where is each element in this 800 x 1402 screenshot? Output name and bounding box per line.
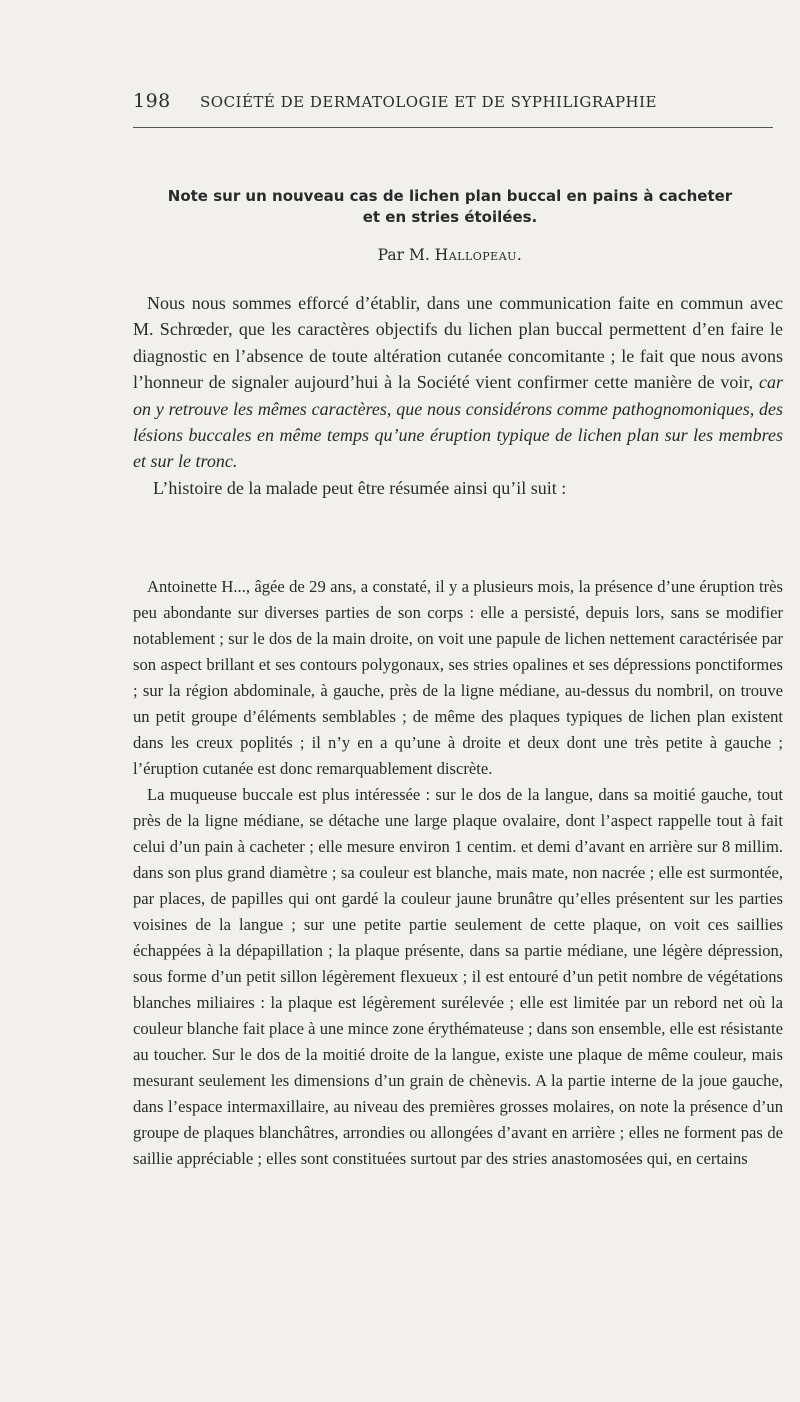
byline-prefix: Par M. bbox=[377, 246, 430, 264]
paragraph-1 bbox=[133, 290, 783, 475]
intro-text bbox=[133, 290, 783, 501]
header-rule bbox=[133, 127, 773, 128]
paragraph-2: L’histoire de la malade peut être résumée ainsi qu’il suit : bbox=[153, 477, 567, 498]
paragraph-3: Antoinette H..., âgée de 29 ans, a constaté, il y a plusieurs mois, la présence d’une éruption très peu abondante sur diverses parties de son corps : elle a persisté, depuis lors, sans se modifier notablement ; sur le dos de la main droite, on voit une papule de lichen nettement caractérisée par son aspect brillant et ses contours polygonaux, ses stries opalines et ses dépressions ponctiformes ; sur la région abdominale, à gauche, près de la ligne médiane, au-dessus du nombril, on trouve un petit groupe d’éléments semblables ; de même des plaques typiques de lichen plan existent dans les creux poplités ; il n’y en a qu’une à droite et deux dont une très petite à gauche ; l’éruption cutanée est donc remarquablement discrète. bbox=[133, 577, 783, 778]
article-title-line-2: et en stries étoilées. bbox=[362, 208, 538, 226]
paragraph-4: La muqueuse buccale est plus intéressée : sur le dos de la langue, dans sa moitié gauche, tout près de la ligne médiane, se détache une large plaque ovalaire, dont l’aspect rappelle tout à fait celui d’un pain à cacheter ; elle mesure environ 1 centim. et demi d’avant en arrière sur 8 millim. dans son plus grand diamètre ; sa couleur est blanche, mais mate, non nacrée ; elle est surmontée, par places, de papilles qui ont gardé la couleur jaune brunâtre qu’elles présentent sur les parties voisines de la langue ; sur une petite partie seulement de cette plaque, on voit ces saillies échappées à la dépapillation ; la plaque présente, dans sa partie médiane, une légère dépression, sous forme d’un petit sillon légèrement flexueux ; il est entouré d’un petit nombre de végétations blanches miliaires : la plaque est légèrement surélevée ; elle est limitée par un rebord net où la couleur blanche fait place à une mince zone érythémateuse ; dans son ensemble, elle est résistante au toucher. Sur le dos de la moitié droite de la langue, existe une plaque de même couleur, mais mesurant seulement les dimensions d’un grain de chènevis. A la partie interne de la joue gauche, dans l’espace intermaxillaire, au niveau des premières grosses molaires, on note la présence d’un groupe de plaques blanchâtres, arrondies ou allongées d’avant en arrière ; elles ne forment pas de saillie appréciable ; elles sont constituées surtout par des stries anastomosées qui, en certains bbox=[133, 785, 783, 1168]
author-name: Hallopeau. bbox=[434, 246, 523, 264]
running-title: SOCIÉTÉ DE DERMATOLOGIE ET DE SYPHILIGRAPHIE bbox=[200, 93, 658, 111]
article-title-line-1: Note sur un nouveau cas de lichen plan buccal en pains à cacheter bbox=[167, 187, 733, 205]
article-title bbox=[110, 186, 790, 228]
case-text bbox=[133, 574, 783, 1172]
paragraph-1-text: Nous nous sommes efforcé d’établir, dans une communication faite en commun avec M. Schrœder, que les caractères objectifs du lichen plan buccal permettent d’en faire le diagnostic en l’absence de toute altération cutanée concomitante ; le fait que nous avons l’honneur de signaler aujourd’hui à la Société vient confirmer cette manière de voir, bbox=[133, 293, 783, 393]
paragraph-1-italic: car on y retrouve les mêmes caractères, que nous considérons comme pathognomoniques, des lésions buccales en même temps qu’une éruption typique de lichen plan sur les membres et sur le tronc. bbox=[133, 372, 783, 472]
byline bbox=[110, 246, 790, 264]
page-number: 198 bbox=[133, 90, 171, 112]
